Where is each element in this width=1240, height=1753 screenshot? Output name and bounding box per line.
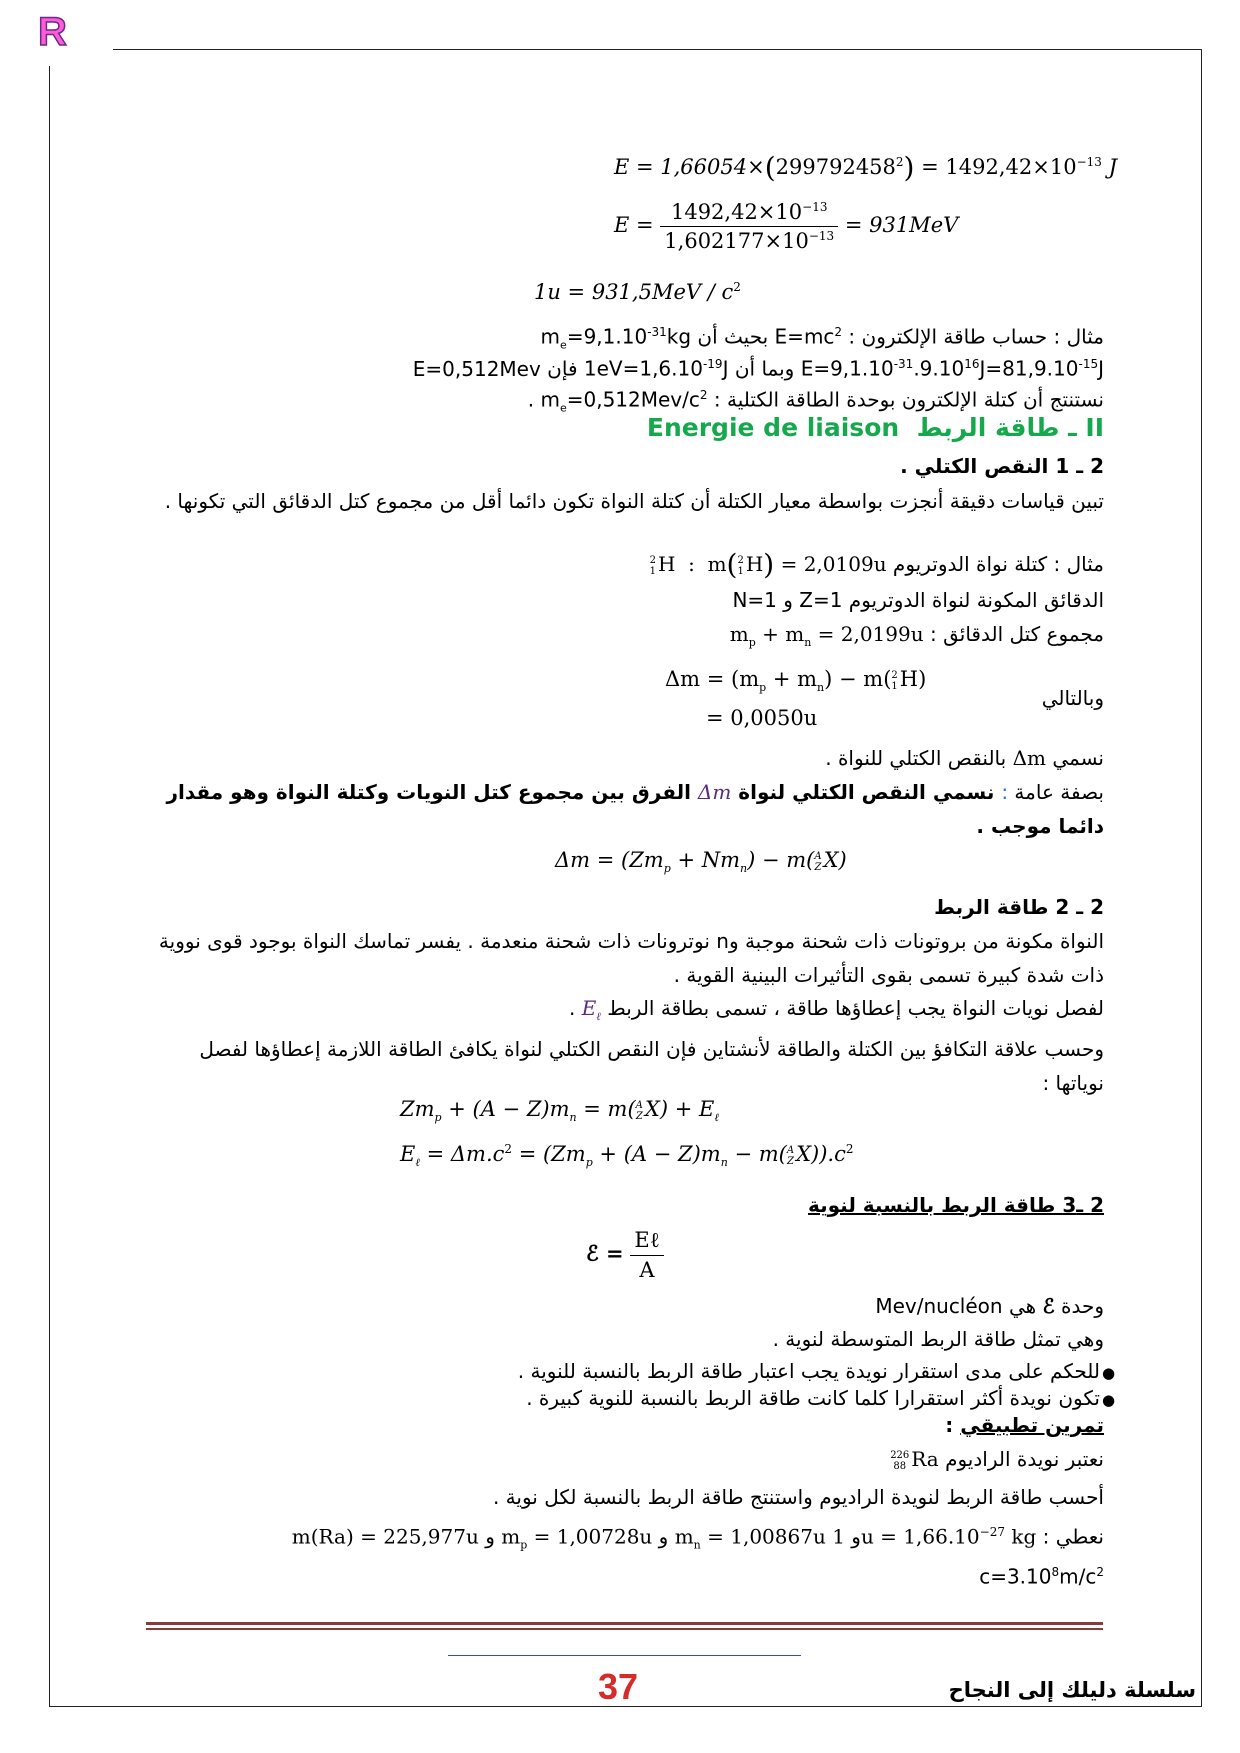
footer-divider [146, 1622, 1103, 1625]
binding-energy-paragraph-3: وحسب علاقة التكافؤ بين الكتلة والطاقة لأنشتاين فإن النقص الكتلي لنواة يكافئ الطاقة اللازمة إعطاؤها لفصل نوياتها : [199, 1037, 1104, 1095]
mass-defect-result: = 0,0050u [706, 706, 818, 730]
mass-defect-definition: بصفة عامة : نسمي النقص الكتلي لنواة Δm الفرق بين مجموع كتل النويات وكتلة النواة وهو مقدار دائما موجب . [166, 780, 1104, 838]
subsection-binding-per-nucleon-title: 2 ـ3 طاقة الربط بالنسبة لنوية [807, 1193, 1104, 1217]
logo: R [38, 10, 67, 54]
meaning-line: وهي تمثل طاقة الربط المتوسطة لنوية . [772, 1327, 1104, 1351]
radium-line: نعتبر نويدة الراديوم 226 88 Ra [890, 1447, 1104, 1472]
section-heading-binding-energy: II ـ طاقة الربط Energie de liaison [646, 413, 1104, 442]
frame-top-border [113, 49, 1202, 50]
therefore-label: وبالتالي [1041, 686, 1104, 710]
footer-divider [146, 1628, 1103, 1630]
binding-energy-paragraph-1: النواة مكونة من بروتونات ذات شحنة موجبة وn نوترونات ذات شحنة منعدمة . يفسر تماسك النواة بوجود قوى نووية ذات شدة كبيرة تسمى بقوى التأثيرات البينية القوية . [158, 929, 1104, 987]
frame-left-border [49, 66, 50, 1706]
particle-mass-sum-line: مجموع كتل الدقائق : $m_p + m_n = 2,0199u$ [729, 622, 1104, 649]
epsilon-equation: ℰ = $\frac{\text{Eℓ}}{A}$ [586, 1228, 664, 1282]
binding-energy-equation-2: $E_\ell = \Delta m.c^2 = (Zm_p + (A - Z)m_n - m$( A Z $X)).c^2$ [400, 1142, 854, 1170]
mass-defect-paragraph: تبين قياسات دقيقة أنجزت بواسطة معيار الكتلة أن كتلة النواة تكون دائما أقل من مجموع كتل الدقائق التي تكونها . [164, 489, 1104, 513]
page-number: 37 [598, 1666, 639, 1707]
speed-of-light-line: $c=3.10^8m/c^2$ [979, 1564, 1104, 1589]
frame-right-border [1201, 49, 1202, 1706]
example-electron-line3: نستنتج أن كتلة الإلكترون بوحدة الطاقة الكتلية : $m_e=0,512Mev/c^2$ . [527, 387, 1104, 415]
bullet-item-2: تكون نويدة أكثر استقرارا كلما كانت طاقة الربط بالنسبة للنوية كبيرة . [526, 1386, 1100, 1410]
deuterium-example: مثال : كتلة نواة الدوتريوم 2 1 H : m( 2 1 H) = 2,0109u [649, 548, 1104, 581]
mass-defect-calculation: $\Delta m = (m_p + m_n) - m$( 2 1 H) [665, 667, 927, 695]
given-values-line: نعطي : m(Ra) = 225,977u و $m_p = 1,00728u$ و $m_n = 1,00867u$ و $1u = 1,66.10^{-27}$ kg [291, 1524, 1104, 1552]
binding-energy-equation-1: $Zm_p + (A - Z)m_n = m$( A Z $X) + E_\ell$ [400, 1097, 719, 1125]
deuterium-particles-line: الدقائق المكونة لنواة الدوتريوم Z=1 و N=1 [732, 588, 1104, 612]
mass-defect-general-formula: $\Delta m = (Zm_p + Nm_n) - m$( A Z X) [555, 848, 847, 876]
subsection-mass-defect-title: 2 ـ 1 النقص الكتلي . [900, 454, 1104, 478]
example-electron-line1: مثال : حساب طاقة الإلكترون : $E=mc^2$ بحيث أن $m_e=9,1.10^{-31}kg$ [540, 324, 1104, 352]
compute-instruction: أحسب طاقة الربط لنويدة الراديوم واستنتج طاقة الربط بالنسبة لكل نوية . [492, 1485, 1104, 1509]
footer-blue-line [448, 1655, 801, 1656]
mass-defect-naming-line: نسمي Δm بالنقص الكتلي للنواة . [825, 746, 1104, 770]
example-electron-line2: $E=9,1.10^{-31}.9.10^{16}J=81,9.10^{-15}J$ وبما أن $1eV=1,6.10^{-19}J$ فإن E=0,512Mev [412, 356, 1104, 381]
series-title: سلسلة دليلك إلى النجاح [948, 1678, 1196, 1702]
equation-atomic-mass-unit: $1u = 931,5MeV / c^2$ [534, 280, 741, 304]
exercise-title: تمرين تطبيقي : [945, 1413, 1104, 1437]
equation-energy-2: E = $\frac{1492,42\times 10^{-13}}{1,602177\times 10^{-13}}$ = 931MeV [614, 200, 959, 253]
binding-energy-paragraph-2: لفصل نويات النواة يجب إعطاؤها طاقة ، تسمى بطاقة الربط $E_\ell$ . [568, 996, 1104, 1023]
subsection-binding-energy-title: 2 ـ 2 طاقة الربط [934, 895, 1104, 919]
bullet-point: ● [1102, 1364, 1116, 1382]
equation-energy-1: $E = 1,66054\times(299792458^2) = 1492,42\times 10^{-13}$ J [614, 151, 1118, 184]
bullet-item-1: للحكم على مدى استقرار نويدة يجب اعتبار طاقة الربط بالنسبة للنوية . [517, 1359, 1100, 1383]
unit-line: وحدة ℰ هي Mev/nucléon [875, 1294, 1104, 1318]
bullet-point: ● [1102, 1391, 1116, 1409]
